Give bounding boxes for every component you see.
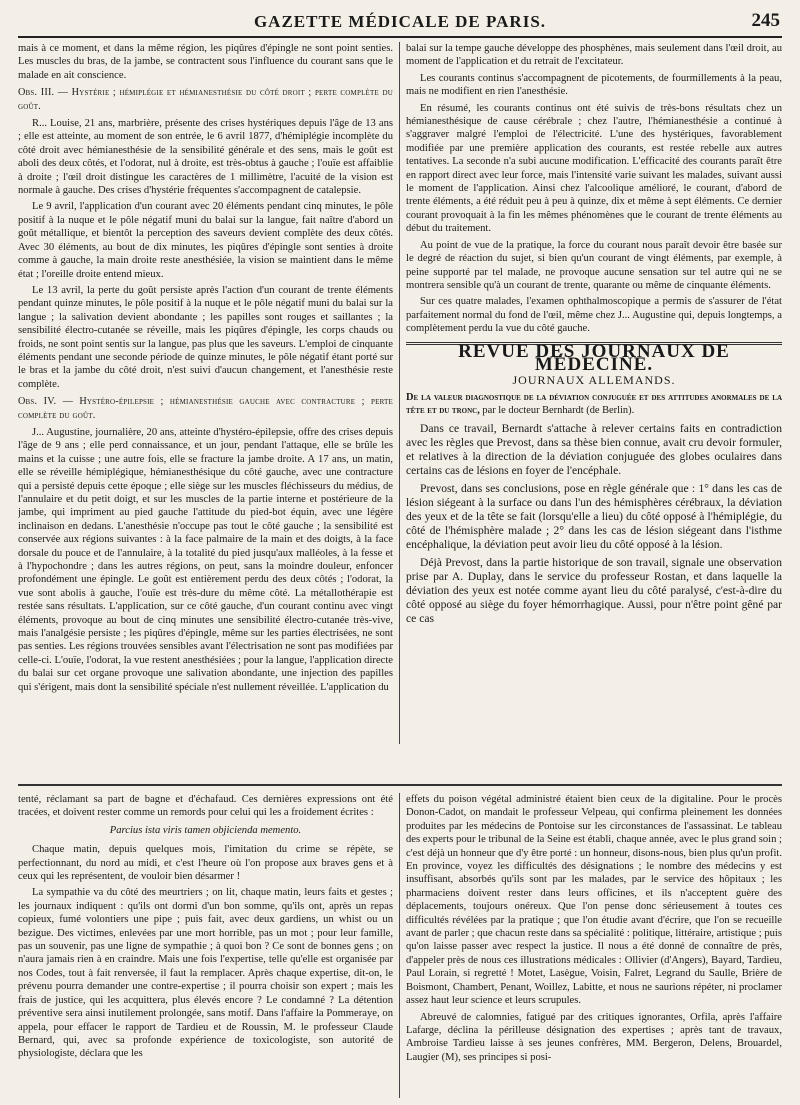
paragraph: R... Louise, 21 ans, marbrière, présente des crises hystériques depuis l'âge de 13 ans ; elle est atteinte, au moment de son entrée, le 6 avril 1877, d'hémiplégie incomplète du côté droit avec hémianesthésie de la sensibilité générale et des sens, mais le goût est aboli des deux côtés, et l'odorat, nul à droite, est très-obtus à gauche ; l'ouïe est affaiblie à droite ; l'œil droit distingue les caractères de 1 millimètre, l'acuité de la vision est normale à gauche. Des crises d'hystérie fréquentes s'accompagnent de catalepsie. (18, 118, 393, 197)
observation-heading-4: Obs. IV. — Hystéro-épilepsie ; hémianesthésie gauche avec contracture ; perte complète du goût. (18, 396, 393, 421)
paragraph: La sympathie va du côté des meurtriers ; on lit, chaque matin, leurs faits et gestes ; les journaux indiquent : qu'ils ont dormi d'un bon somme, qu'ils ont, après un repas copieux, fumé volontiers une pipe ; puis fait, avec deux gardiens, un whist ou un bezigue. Des victimes, enlevées par une mort horrible, pas un mot ; pour leur famille, pas un souvenir, pas une ligne de sympathie ; à quoi bon ? Ce sont de bonnes gens ; on n'aura jamais rien à en craindre. Mais une fois l'expertise, telle qu'elle est organisée par nos Codes, tout à fait renversée, il faut la remplacer. Après chaque expertise, dit-on, le prévenu pourra demander une contre-expertise ; il pourra choisir son expert ; mais les frais de justice, qui les acquittera, plus élevés encore ? Le condamné ? La détention préventive sera ainsi inutilement prolongée, sans motif. Dans l'affaire la Pommeraye, on appela, pour effacer le rapport de Tardieu et de Roussin, M. le professeur Claude Bernard, qui, avec sa profonde expérience de toxicologiste, son autorité de physiologiste, déclara que les (18, 887, 393, 1060)
paragraph: effets du poison végétal administré étaient bien ceux de la digitaline. Pour le procès Donon-Cadot, on mandait le professeur Velpeau, qui confirma pleinement les données produites par les médecins de Pontoise sur les circonstances de l'assassinat. Le tableau des experts pour le tribunal de la Seine est établi, chaque année, avec le plus grand soin ; c'est déjà un honneur que d'y être porté : un honneur, disons-nous, bien plus qu'un profit. En province, voyez les difficultés des désignations ; le nombre des médecins y est insuffisant, absorbés qu'ils sont par les malades, par le service des hôpitaux ; les pharmaciens doivent rester dans leurs officines, et ils n'acceptent guère des déplacements, toujours onéreux. Que l'on pense donc sérieusement à toutes ces difficultés révélées par la pratique ; que l'on étudie avant d'écrire, que l'on se recueille avant de parler ; que chacun reste dans sa spécialité : politique, littéraire, artistique ; puis qu'on laisse passer avec respect la justice. Il nous a été donné de connaître de près, d'appeler près de nous ces illustrations médicales : Ollivier (d'Angers), Bayard, Tardieu, Paul Lorain, si regretté ! Motet, Lasègue, Voisin, Falret, Legrand du Saulle, Brière de Boismont, Chambert, Penant, Woillez, Labitte, et nous ne saurions répéter, ni proclamer assez haut leur science et leurs scrupules. (406, 794, 782, 1007)
right-column-top (406, 42, 782, 744)
paragraph: tenté, réclamant sa part de bagne et d'échafaud. Ces dernières expressions ont été tracées, et doivent rester comme un remords pour celui qui les a froidement écrites : (18, 794, 393, 819)
feuilleton-right-column (406, 793, 782, 1098)
paragraph: Abreuvé de calomnies, fatigué par des critiques ignorantes, Orfila, après l'affaire Lafarge, déclina la périlleuse désignation des expertises ; après tant de travaux, Ambroise Tardieu laisse à ses jeunes confrères, MM. Bergeron, Delens, Brouardel, Laugier (M), ses principes si posi- (406, 1011, 782, 1063)
article-title: De la valeur diagnostique de la déviation conjuguée et des attitudes anormales de la tête et du tronc, par le docteur Bernhardt (de Berlin). (406, 391, 782, 416)
paragraph: balai sur la tempe gauche développe des phosphènes, mais seulement dans l'œil droit, au moment de l'application et du retrait de l'excitateur. (406, 43, 782, 68)
paragraph: Sur ces quatre malades, l'examen ophthalmoscopique a permis de s'assurer de l'état parfaitement normal du fond de l'œil, même chez J... Augustine qui, depuis longtemps, a complètement perdu la vue du côté gauche. (406, 296, 782, 335)
paragraph: mais à ce moment, et dans la même région, les piqûres d'épingle ne sont point senties. Les muscles du bras, de la jambe, se contractent sous l'influence du courant sans que le malade en ait conscience. (18, 43, 393, 81)
section-title: REVUE DES JOURNAUX DE MÉDECINE. (458, 340, 730, 375)
paragraph: Le 9 avril, l'application d'un courant avec 20 éléments pendant cinq minutes, le pôle positif à la nuque et le pôle négatif muni du balai sur la langue, fait naître d'abord un goût métallique, et bientôt la perception des saveurs devient complète des deux côtés. Avec 30 éléments, au bout de dix minutes, les piqûres d'épingle sont senties à droite comme à gauche, la main droite reste anesthésiée, la vision se maintient dans le même état ; l'oreille droite entend mieux. (18, 201, 393, 280)
latin-motto: Parcius ista viris tamen objicienda memento. (109, 824, 302, 836)
paragraph: J... Augustine, journalière, 20 ans, atteinte d'hystéro-épilepsie, offre des crises depuis l'âge de 9 ans ; elle perd connaissance, et un jour, pendant l'attaque, elle se brûle les mains et la cuisse ; une autre fois, elle se fracture la jambe droite. A 17 ans, un matin, elle se réveille hémiplégique, hémianesthésique du côté gauche, avec une contracture qui a persisté depuis cette époque ; elle siège sur les muscles fléchisseurs du médius, de l'annulaire et du petit doigt, et sur les muscles de la partie interne et postérieure de la jambe, qui impriment au pied gauche l'attitude du pied-bot équin, avec une légère inclinaison en dedans. L'anesthésie n'occupe pas tout le côté gauche ; la sensibilité est conservée aux régions suivantes : à la face palmaire de la main et des doigts, à la face dorsale du pouce et de l'annulaire, à la totalité du pied jusqu'aux malléoles, à la fesse et à l'hypochondre ; dans les autres régions, on peut, sans la moindre douleur, enfoncer profondément une épingle. Le goût est entièrement perdu des deux côtés ; l'odorat, la vue sont abolis à gauche, l'ouïe est très-dure du même côté. La métallothérapie est restée sans résultats. L'application, sur ce côté gauche, d'un courant continu avec vingt éléments, provoque au bout de cinq minutes une sensibilité électro-cutanée très-vive, mais l'analgésie persiste ; les piqûres d'épingle, même sur les parties électrisées, ne sont pas senties. Les régions trouvées sensibles avant l'électrisation ne sont pas modifiées par celle-ci. L'ouïe, l'odorat, la vue restent anesthésiées ; pour la langue, l'application directe du balai sur cet organe provoque une salivation abondante, une injection des papilles qui s'érigent, mais dont la sensibilité spéciale n'est nullement réveillée. L'application du (18, 426, 393, 693)
section-subtitle: JOURNAUX ALLEMANDS. (512, 373, 676, 388)
column-divider (399, 793, 400, 1098)
feuilleton-rule (18, 784, 782, 786)
page-number: 245 (751, 10, 780, 31)
paragraph: Les courants continus s'accompagnent de picotements, de fourmillements à la peau, mais ne modifient en rien l'anesthésie. (406, 72, 782, 98)
paragraph: Dans ce travail, Bernardt s'attache à relever certains faits en contradiction avec les règles que Prevost, dans sa thèse bien connue, avait cru devoir formuler, et relatives à la direction de la déviation conjuguée des globes oculaires dans certains cas de lésions en foyer de l'encéphale. (406, 421, 782, 478)
paragraph: Prevost, dans ses conclusions, pose en règle générale que : 1° dans les cas de lésion siégeant à la surface ou dans l'un des hémisphères cérébraux, la déviation des yeux et de la tête se fait (lorsqu'elle a lieu) du côté opposé à l'hémiplégie, du côté de l'hémisphère malade ; 2° dans les cas de lésion siégeant dans l'isthme encéphalique, la déviation peut avoir lieu du côté opposé à la lésion. (406, 481, 782, 552)
paragraph: Le 13 avril, la perte du goût persiste après l'action d'un courant de trente éléments pendant quinze minutes, le pôle positif à la nuque et le pôle négatif muni du balai sur la langue ; la salivation devient abondante ; les papilles sont rouges et saillantes ; la sensibilité électro-cutanée se réveille, mais les piqûres d'épingle, les corps chauds ou froids, ne sont point sentis sur la langue, pas plus que les saveurs. L'emploi de cinquante éléments pendant une seconde période de quinze minutes, le pôle négatif étant porté sur le bras et la jambe du côté droit, n'est suivi d'aucun changement, et l'anesthésie reste complète. (18, 284, 393, 390)
paragraph: Chaque matin, depuis quelques mois, l'imitation du crime se répète, se perfectionnant, du nord au midi, et c'est l'heure où l'on propose aux braves gens et à ceux qui les représentent, de vouloir bien désarmer ! (18, 844, 393, 883)
paragraph: En résumé, les courants continus ont été suivis de très-bons résultats chez un hémianesthésique de cause cérébrale ; chez l'autre, l'hémianesthésie a continué à s'aggraver malgré l'emploi de l'électricité. L'une des hystériques, favorablement modifiée par une première application des courants, est restée rebelle aux autres tentatives. La seconde n'a subi aucune modification. L'efficacité des courants paraît être en rapport direct avec leur force, mais l'intensité varie suivant les malades, suivant aussi le moment de l'application. Ainsi chez l'alcoolique amélioré, le courant, d'abord de trente éléments, a été réduit peu à peu à quinze, dix et même à sept éléments. Ce dernier courant provoquait à la fin les mêmes phénomènes que le courant de trente éléments au début du traitement. (406, 102, 782, 235)
left-column-top (18, 42, 393, 744)
journal-title: GAZETTE MÉDICALE DE PARIS. (253, 12, 547, 31)
column-divider (399, 42, 400, 744)
paragraph: Au point de vue de la pratique, la force du courant nous paraît devoir être basée sur le degré de réaction du sujet, si bien qu'un courant de vingt éléments, par exemple, à peine supporté par tel malade, ne provoque aucune sensation sur tel autre qui ne se montrera sensible qu'à un courant de trente, quarante ou même de cinquante éléments. (406, 239, 782, 291)
observation-heading-3: Obs. III. — Hystérie ; hémiplégie et hémianesthésie du côté droit ; perte complète du goût. (18, 87, 393, 112)
feuilleton-left-column (18, 793, 393, 1098)
page-header (18, 10, 782, 38)
paragraph: Déjà Prevost, dans la partie historique de son travail, signale une observation prise par A. Duplay, dans le service du professeur Rostan, et dans laquelle la déviation des yeux est notée comme ayant lieu du côté paralysé, c'est-à-dire du côté opposé au siège du foyer hémorrhagique. Aussi, pour n'être point gêné par ce cas (406, 555, 782, 626)
